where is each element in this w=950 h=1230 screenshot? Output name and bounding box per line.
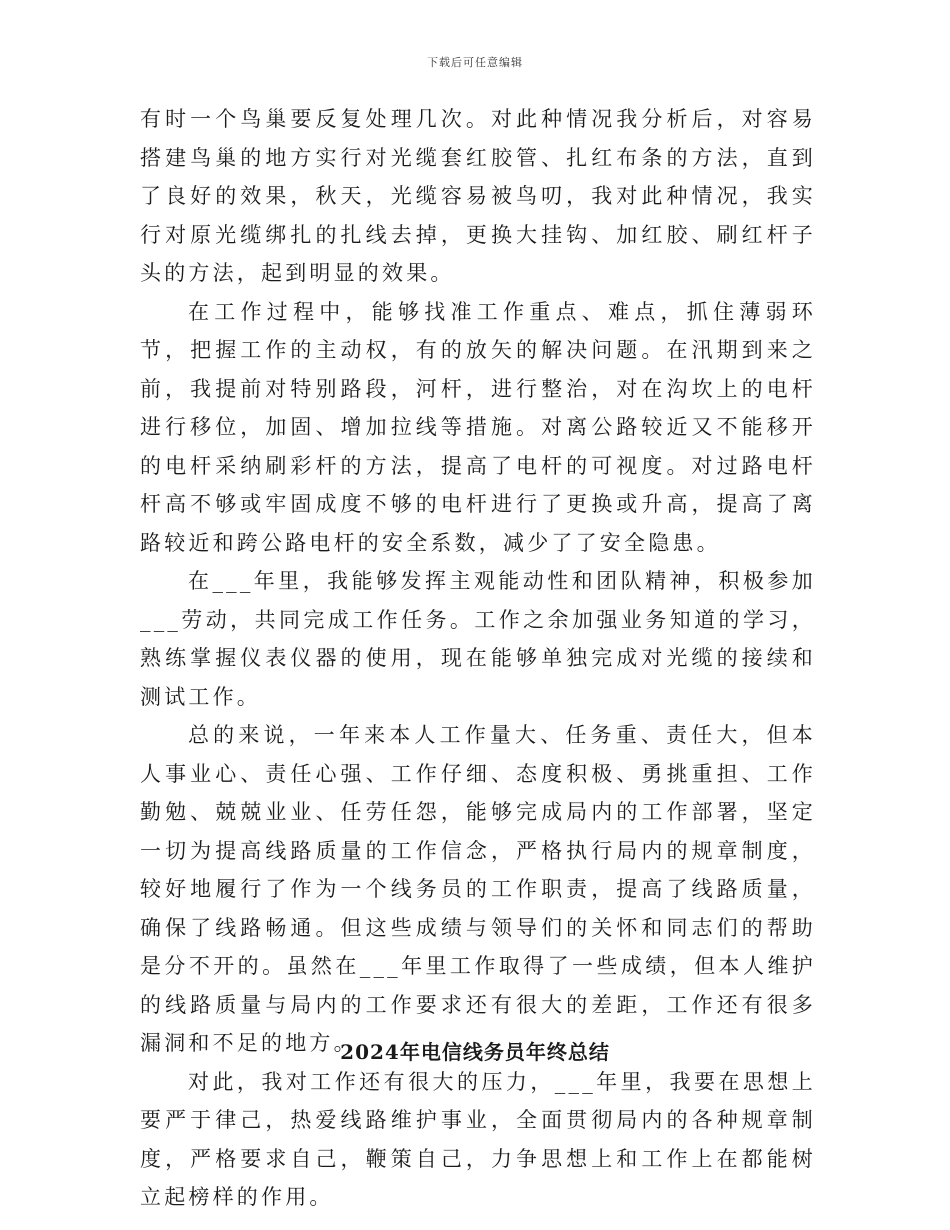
paragraph-2: 在工作过程中，能够找准工作重点、难点，抓住薄弱环节，把握工作的主动权，有的放矢的解决问题。在汛期到来之前，我提前对特别路段，河杆，进行整治，对在沟坎上的电杆进行移位，加固、增加拉线等措施。对离公路较近又不能移开的电杆采纳刷彩杆的方法，提高了电杆的可视度。对过路电杆杆高不够或牢固成度不够的电杆进行了更换或升高，提高了离路较近和跨公路电杆的安全系数，减少了了安全隐患。 — [140, 299, 816, 555]
paragraph-3: 在___年里，我能够发挥主观能动性和团队精神，积极参加___劳动，共同完成工作任务。工作之余加强业务知道的学习，熟练掌握仪表仪器的使用，现在能够单独完成对光缆的接续和测试工作。 — [140, 569, 816, 709]
section-title: 2024年电信线务员年终总结 — [340, 1040, 610, 1064]
paragraph-1: 有时一个鸟巢要反复处理几次。对此种情况我分析后，对容易搭建鸟巢的地方实行对光缆套红胶管、扎红布条的方法，直到了良好的效果，秋天，光缆容易被鸟叨，我对此种情况，我实行对原光缆绑扎的扎线去掉，更换大挂钩、加红胶、刷红杆子头的方法，起到明显的效果。 — [140, 107, 816, 285]
paragraph-4: 总的来说，一年来本人工作量大、任务重、责任大，但本人事业心、责任心强、工作仔细、态度积极、勇挑重担、工作勤勉、兢兢业业、任劳任怨，能够完成局内的工作部署，坚定一切为提高线路质量的工作信念，严格执行局内的规章制度，较好地履行了作为一个线务员的工作职责，提高了线路质量，确保了线路畅通。但这些成绩与领导们的关怀和同志们的帮助是分不开的。虽然在___年里工作取得了一些成绩，但本人维护的线路质量与局内的工作要求还有很大的差距，工作还有很多漏洞和不足的地方。 — [140, 723, 816, 1055]
paragraph-5: 对此，我对工作还有很大的压力，___年里，我要在思想上要严于律己，热爱线路维护事业，全面贯彻局内的各种规章制度，严格要求自己，鞭策自己，力争思想上和工作上在都能树立起榜样的作用。 — [140, 1069, 816, 1209]
page-header: 下载后可任意编辑 — [427, 56, 523, 69]
